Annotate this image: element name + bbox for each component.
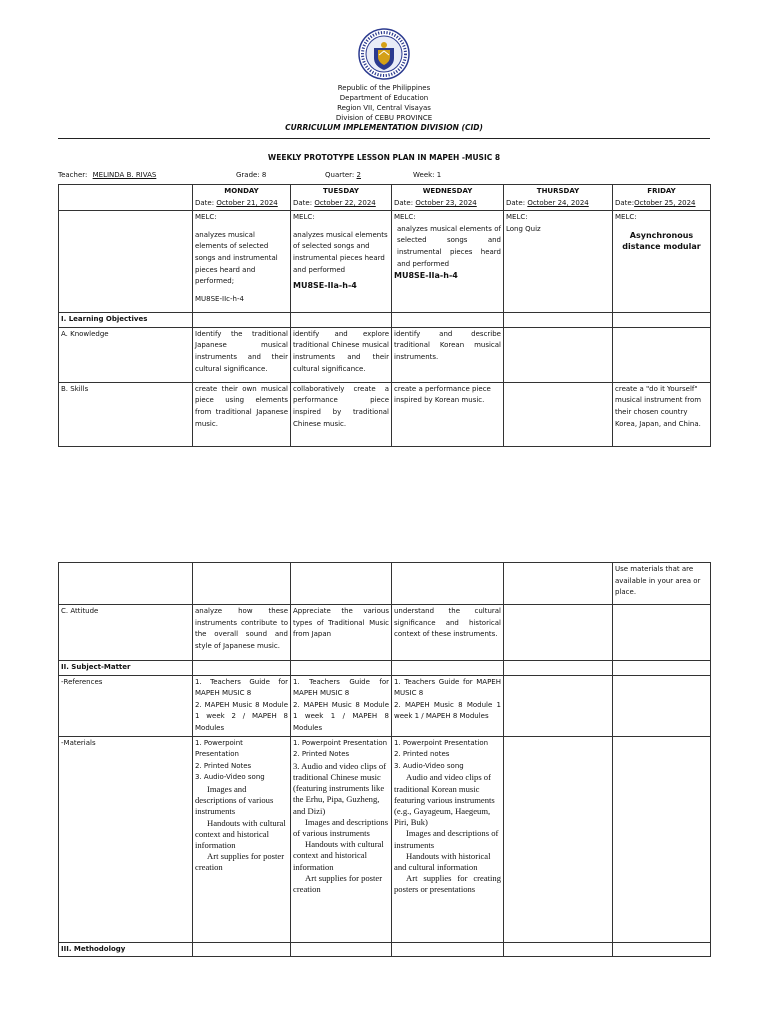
teacher-name: MELINDA B. RIVAS [92, 171, 157, 179]
teacher-label: Teacher: [58, 171, 88, 179]
melc-text-thursday: Long Quiz [506, 224, 541, 233]
day-header-thursday [504, 185, 613, 211]
material-item: 1. Powerpoint Presentation [195, 738, 243, 759]
date-value: October 25, 2024 [634, 198, 696, 207]
skills-friday-continued: Use materials that are available in your area or place. [613, 563, 711, 605]
section-methodology: III. Methodology [59, 942, 193, 957]
quarter-label: Quarter: [325, 171, 355, 179]
date-value: October 22, 2024 [314, 198, 376, 207]
week-field: Week: 1 [413, 171, 442, 179]
melc-text-wednesday: analyzes musical elements of selected songs and instrumental pieces heard and performed [397, 224, 501, 268]
quarter-field [325, 171, 361, 179]
melc-label: MELC: [394, 213, 416, 222]
melc-text-tuesday: analyzes musical elements of selected songs and instrumental pieces heard and performed [293, 230, 388, 274]
knowledge-tuesday: identify and explore traditional Chinese musical instruments and their cultural significance. [291, 327, 392, 382]
material-item: Art supplies for creating posters or presentations [394, 873, 501, 895]
date-value: October 24, 2024 [527, 198, 589, 207]
material-item: Images and descriptions of various instruments [195, 783, 274, 817]
table-cell-blank [613, 661, 711, 676]
melc-code-wednesday: MU8SE-IIa-h-4 [394, 271, 458, 281]
melc-label: MELC: [506, 213, 528, 222]
day-name-monday: MONDAY [224, 187, 259, 195]
header-line-department: Department of Education [339, 94, 429, 102]
day-name-thursday: THURSDAY [536, 187, 580, 195]
materials-wednesday [392, 736, 504, 942]
references-tuesday [291, 675, 392, 736]
table-cell-blank [193, 661, 291, 676]
table-cell-blank [59, 185, 193, 211]
table-cell-blank [504, 563, 613, 605]
lesson-plan-table-page2 [58, 562, 711, 957]
section-references: -References [59, 675, 193, 736]
skills-monday: create their own musical piece using elements from traditional Japanese music. [193, 382, 291, 446]
table-row-days [59, 185, 711, 211]
table-cell-blank [392, 942, 504, 957]
table-cell-blank [504, 661, 613, 676]
table-cell-blank [613, 736, 711, 942]
table-cell-blank [59, 211, 193, 313]
section-learning-objectives: I. Learning Objectives [59, 313, 193, 328]
material-item: Handouts with historical and cultural information [394, 850, 491, 872]
reference-item: 1. Teachers Guide for MAPEH MUSIC 8 [195, 677, 288, 698]
melc-label: MELC: [615, 213, 637, 222]
table-cell-blank [504, 942, 613, 957]
letterhead [0, 83, 768, 133]
table-cell-blank [613, 942, 711, 957]
table-cell-blank [291, 661, 392, 676]
table-cell-blank [193, 313, 291, 328]
table-row-learning-objectives [59, 313, 711, 328]
melc-text-monday: analyzes musical elements of selected songs and instrumental pieces heard and performed; [195, 230, 278, 286]
material-item: 1. Powerpoint Presentation [394, 738, 489, 747]
date-label: Date: [394, 198, 414, 207]
table-row-skills-continued [59, 563, 711, 605]
table-cell-blank [392, 313, 504, 328]
section-materials: -Materials [59, 736, 193, 942]
table-cell-blank [504, 605, 613, 661]
attitude-wednesday: understand the cultural significance and historical context of these instruments. [392, 605, 504, 661]
section-knowledge: A. Knowledge [59, 327, 193, 382]
header-line-cid: CURRICULUM IMPLEMENTATION DIVISION (CID) [285, 123, 483, 132]
date-label: Date: [506, 198, 526, 207]
header-line-division: Division of CEBU PROVINCE [335, 114, 433, 122]
table-cell-blank [613, 675, 711, 736]
knowledge-wednesday: identify and describe traditional Korean musical instruments. [392, 327, 504, 382]
table-cell-blank [504, 313, 613, 328]
lesson-plan-table-page1 [58, 184, 711, 447]
material-item: Art supplies for poster creation [195, 851, 285, 873]
skills-friday: create a "do it Yourself" musical instrument from their chosen country Korea, Japan, and China. [613, 382, 711, 446]
header-line-republic: Republic of the Philippines [337, 84, 431, 92]
materials-tuesday [291, 736, 392, 942]
quarter-value: 2 [356, 171, 361, 179]
material-item: 3. Audio-Video song [195, 773, 265, 782]
material-item: Audio and video clips of traditional Korean music featuring various instruments (e.g., Gayageum, Haegeum, Piri, Buk) [394, 772, 495, 828]
melc-text-friday: Asynchronous distance modular [622, 230, 701, 251]
skills-tuesday: collaboratively create a performance piece inspired by traditional Chinese music. [291, 382, 392, 446]
material-item: 3. Audio-Video song [394, 761, 464, 770]
knowledge-monday: Identify the traditional Japanese musical instruments and their cultural significance. [193, 327, 291, 382]
day-header-monday [193, 185, 291, 211]
table-cell-blank [193, 563, 291, 605]
date-label: Date: [615, 198, 635, 207]
grade-field: Grade: 8 [236, 171, 267, 179]
table-cell-blank [504, 327, 613, 382]
table-cell-blank [613, 313, 711, 328]
reference-item: 1. Teachers Guide for MAPEH MUSIC 8 [394, 677, 501, 698]
day-header-tuesday [291, 185, 392, 211]
teacher-field [58, 171, 156, 179]
melc-cell-friday [613, 211, 711, 313]
deped-seal-logo [358, 28, 410, 80]
day-date-wednesday [394, 198, 501, 210]
attitude-tuesday: Appreciate the various types of Traditional Music from Japan [291, 605, 392, 661]
table-row-methodology [59, 942, 711, 957]
reference-item: 2. MAPEH Music 8 Module 1 week 2 / MAPEH 8 Modules [195, 700, 288, 732]
table-cell-blank [291, 942, 392, 957]
day-date-tuesday [293, 198, 389, 210]
reference-item: 1. Teachers Guide for MAPEH MUSIC 8 [293, 677, 389, 698]
table-row-materials [59, 736, 711, 942]
day-date-monday [195, 198, 288, 210]
table-cell-blank [392, 563, 504, 605]
table-row-melc [59, 211, 711, 313]
table-row-attitude [59, 605, 711, 661]
table-cell-blank [504, 382, 613, 446]
melc-cell-tuesday [291, 211, 392, 313]
table-cell-blank [613, 605, 711, 661]
section-subject-matter: II. Subject-Matter [59, 661, 193, 676]
section-attitude: C. Attitude [59, 605, 193, 661]
material-item: Images and descriptions of various instruments [293, 816, 389, 838]
day-name-wednesday: WEDNESDAY [422, 187, 473, 195]
table-cell-blank [59, 563, 193, 605]
material-item: 1. Powerpoint Presentation [293, 738, 388, 747]
references-wednesday [392, 675, 504, 736]
material-item: Handouts with cultural context and historical information [293, 839, 384, 872]
melc-code-tuesday: MU8SE-IIa-h-4 [293, 281, 357, 291]
melc-label: MELC: [293, 213, 315, 222]
header-divider [58, 138, 710, 139]
melc-cell-monday [193, 211, 291, 313]
date-label: Date: [293, 198, 313, 207]
references-monday [193, 675, 291, 736]
melc-code-monday: MU8SE-IIc-h-4 [195, 294, 244, 303]
attitude-monday: analyze how these instruments contribute to the overall sound and style of Japanese music. [193, 605, 291, 661]
material-item: Images and descriptions of instruments [394, 828, 499, 850]
material-item: 2. Printed Notes [195, 761, 252, 770]
reference-item: 2. MAPEH Music 8 Module 1 week 1 / MAPEH 8 Modules [293, 700, 389, 732]
date-value: October 21, 2024 [216, 198, 278, 207]
table-cell-blank [193, 942, 291, 957]
melc-cell-thursday [504, 211, 613, 313]
material-item: 2. Printed notes [394, 750, 450, 759]
table-row-subject-matter [59, 661, 711, 676]
section-skills: B. Skills [59, 382, 193, 446]
table-cell-blank [291, 313, 392, 328]
date-label: Date: [195, 198, 215, 207]
day-name-tuesday: TUESDAY [323, 187, 359, 195]
melc-cell-wednesday [392, 211, 504, 313]
date-value: October 23, 2024 [415, 198, 477, 207]
material-item: 2. Printed Notes [293, 750, 350, 759]
table-cell-blank [291, 563, 392, 605]
table-cell-blank [504, 675, 613, 736]
table-row-skills [59, 382, 711, 446]
table-cell-blank [504, 736, 613, 942]
day-header-wednesday [392, 185, 504, 211]
skills-wednesday: create a performance piece inspired by Korean music. [392, 382, 504, 446]
reference-item: 2. MAPEH Music 8 Module 1 week 1 / MAPEH 8 Modules [394, 700, 501, 721]
material-item: Handouts with cultural context and historical information [195, 817, 286, 850]
table-row-knowledge [59, 327, 711, 382]
material-item: 3. Audio and video clips of traditional Chinese music (featuring instruments like the Erhu, Pipa, Guzheng, and Dizi) [293, 760, 387, 816]
day-date-thursday [506, 198, 610, 210]
day-name-friday: FRIDAY [647, 187, 676, 195]
materials-monday [193, 736, 291, 942]
table-cell-blank [613, 327, 711, 382]
material-item: Art supplies for poster creation [293, 872, 383, 894]
header-line-region: Region VII, Central Visayas [337, 104, 431, 112]
document-title: WEEKLY PROTOTYPE LESSON PLAN IN MAPEH -MUSIC 8 [267, 153, 501, 162]
table-cell-blank [392, 661, 504, 676]
melc-label: MELC: [195, 213, 217, 222]
day-date-friday [615, 198, 708, 210]
day-header-friday [613, 185, 711, 211]
table-row-references [59, 675, 711, 736]
